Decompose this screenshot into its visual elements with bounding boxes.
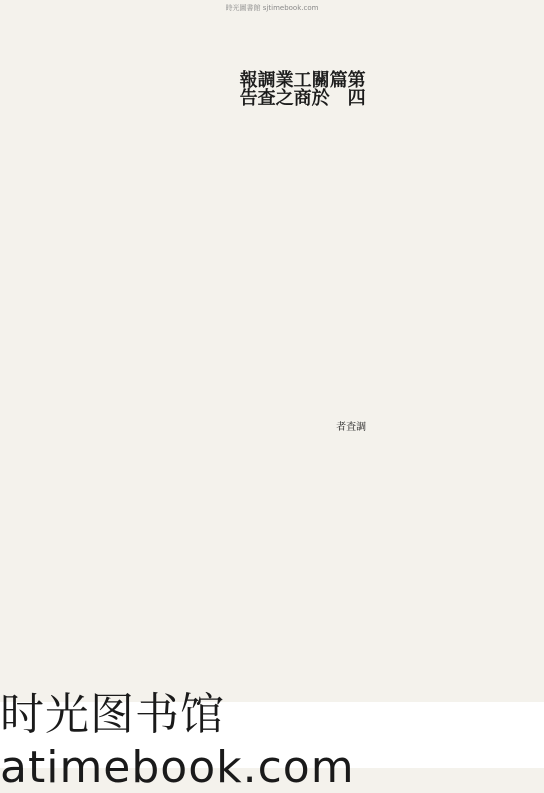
- investigators-label: 調査者: [333, 421, 365, 431]
- part-title: 第四篇 關於工商業之調查報告: [236, 70, 366, 106]
- vertical-text-block: [58, 70, 366, 695]
- watermark-banner: 时光图书馆atimebook.com: [0, 702, 544, 768]
- top-banner: 時光圖書館 sjtimebook.com: [225, 4, 319, 12]
- document-page: [58, 70, 498, 695]
